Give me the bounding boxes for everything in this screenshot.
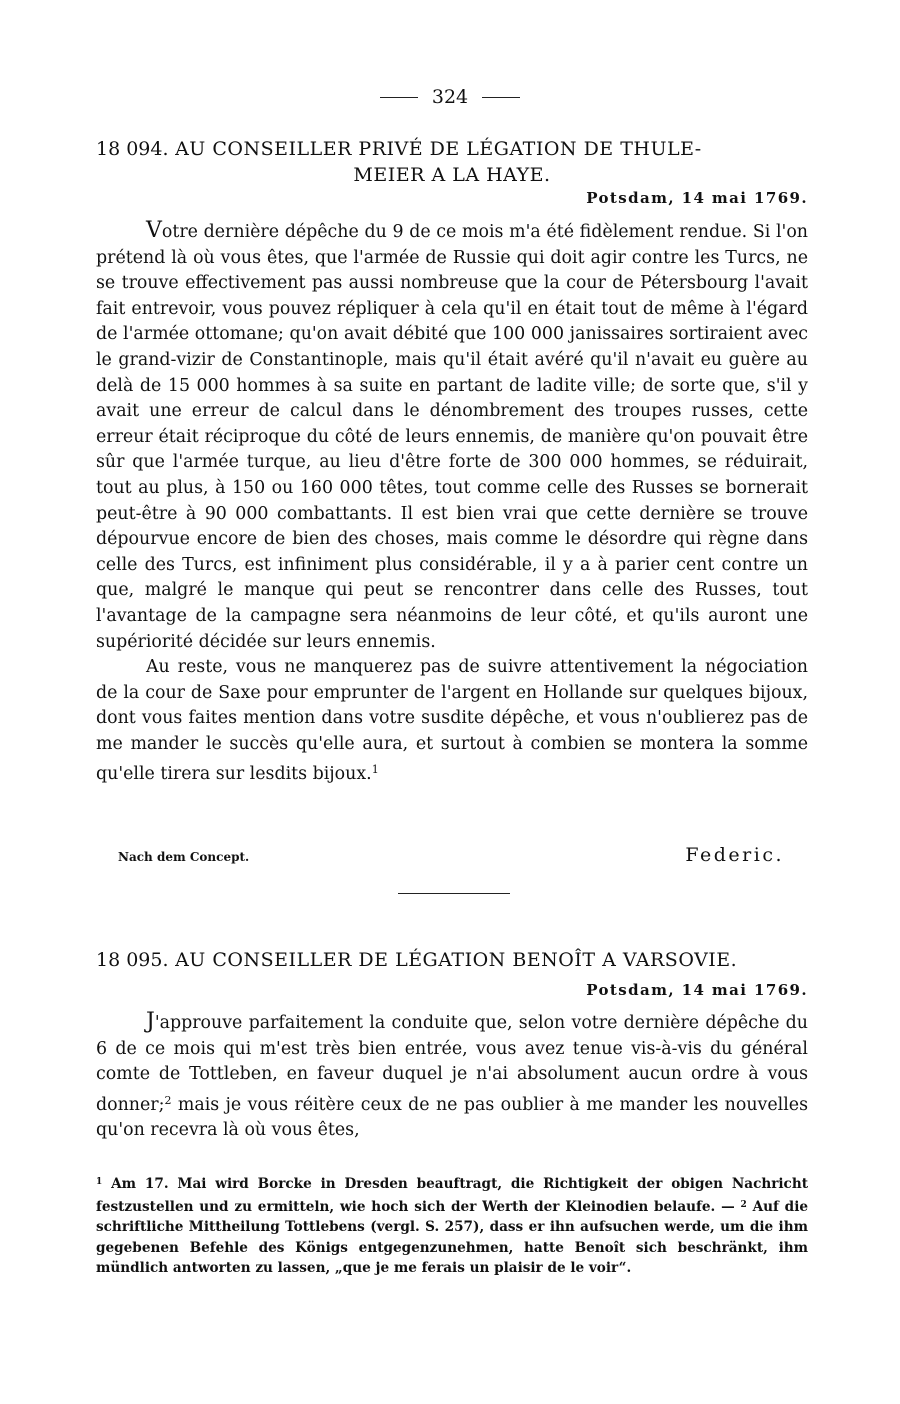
header-dash-right xyxy=(482,97,520,98)
letter-number: 18 095. xyxy=(96,949,169,971)
letter-body xyxy=(96,1009,808,1144)
paragraph xyxy=(96,218,808,655)
paragraph xyxy=(96,655,808,788)
page-header xyxy=(0,86,900,108)
paragraph-text: 'approuve parfaitement la conduite que, selon votre dernière dépêche du 6 de ce mois qui m'est très bien entrée, vous avez tenue vis-à-vis du général comte de Tottleben, en faveur duquel je n'ai absolument aucun ordre à vous donner; xyxy=(96,1013,808,1115)
footnote-text: Am 17. Mai wird Borcke in Dresden beauftragt, die Richtigkeit der obigen Nachricht festzustellen und zu ermitteln, wie hoch sich der Werth der Kleinodien belaufe. — xyxy=(96,1176,808,1215)
place-date: Potsdam, 14 mai 1769. xyxy=(586,981,808,999)
footnote-ref: 1 xyxy=(371,763,379,777)
paragraph-text: otre dernière dépêche du 9 de ce mois m'a été fidèlement rendue. Si l'on prétend là où vous êtes, que l'armée de Russie qui doit agir contre les Turcs, ne se trouve effectivement pas aussi nombreuse que la cour de Pétersbourg l'avait fait entrevoir, vous pouvez répliquer à cela qu'il en était tout de même à l'égard de l'armée ottomane; qu'on avait débité que 100 000 janissaires sortiraient avec le grand-vizir de Constantinople, mais qu'il était avéré qu'il n'avait eu guère au delà de 15 000 hommes à sa suite en partant de ladite ville; de sorte que, s'il y avait une erreur de calcul dans le dénombrement des troupes russes, cette erreur était réciproque du côté de leurs ennemis, de manière qu'on pouvait être sûr que l'armée turque, au lieu d'être forte de 300 000 hommes, se réduirait, tout au plus, à 150 ou 160 000 têtes, tout comme celle des Russes se bornerait peut-être à 90 000 combattants. Il est bien vrai que cette dernière se trouve dépourvue encore de bien des choses, mais comme le désordre qui règne dans celle des Turcs, est infiniment plus considérable, il y a à parier cent contre un que, malgré le manque qui peut se rencontrer dans celle des Russes, tout l'avantage de la campagne sera néanmoins de leur côté, et qu'ils auront une supériorité décidée sur leurs ennemis. xyxy=(96,222,808,652)
letter-heading xyxy=(96,947,808,973)
footnote-text: Auf die schriftliche Mittheilung Tottlebens (vergl. S. 257), dass er ihn aufsuchen werde, um die ihm gegebenen Befehle des Königs entgegenzunehmen, hatte Benoît sich beschränkt, ihm mündlich antworten zu lassen, „que je me ferais un plaisir de le voir“. xyxy=(96,1198,809,1277)
place-date: Potsdam, 14 mai 1769. xyxy=(586,189,808,207)
letter-title: AU CONSEILLER DE LÉGATION BENOÎT A VARSOVIE. xyxy=(175,949,738,971)
footnote-ref: 2 xyxy=(164,1093,172,1107)
initial-letter: V xyxy=(146,218,162,243)
header-dash-left xyxy=(380,97,418,98)
letter-title-continued: MEIER A LA HAYE. xyxy=(353,164,551,186)
footnote-mark: 2 xyxy=(740,1199,747,1210)
footnote-mark: 1 xyxy=(96,1177,103,1187)
letter-number: 18 094. xyxy=(96,138,169,160)
initial-letter: J xyxy=(146,1009,155,1034)
section-divider xyxy=(398,893,510,894)
paragraph xyxy=(96,1009,808,1144)
footnotes xyxy=(96,1172,808,1279)
signature: Federic. xyxy=(685,844,784,866)
page-number: 324 xyxy=(431,86,469,108)
letter-body xyxy=(96,218,808,788)
paragraph-text: mais je vous réitère ceux de ne pas oublier à me mander les nouvelles qu'on recevra là où vous êtes, xyxy=(96,1094,808,1141)
footnote xyxy=(96,1176,808,1215)
source-note: Nach dem Concept. xyxy=(118,850,250,864)
letter-closing xyxy=(118,844,784,866)
letter-heading xyxy=(96,136,808,188)
letter-title: AU CONSEILLER PRIVÉ DE LÉGATION DE THULE- xyxy=(175,138,702,160)
paragraph-text: Au reste, vous ne manquerez pas de suivre attentivement la négociation de la cour de Saxe pour emprunter de l'argent en Hollande sur quelques bijoux, dont vous faites mention dans votre susdite dépêche, et vous n'oublierez pas de me mander le succès qu'elle aura, et surtout à combien se montera la somme qu'elle tirera sur lesdits bijoux. xyxy=(96,657,808,785)
